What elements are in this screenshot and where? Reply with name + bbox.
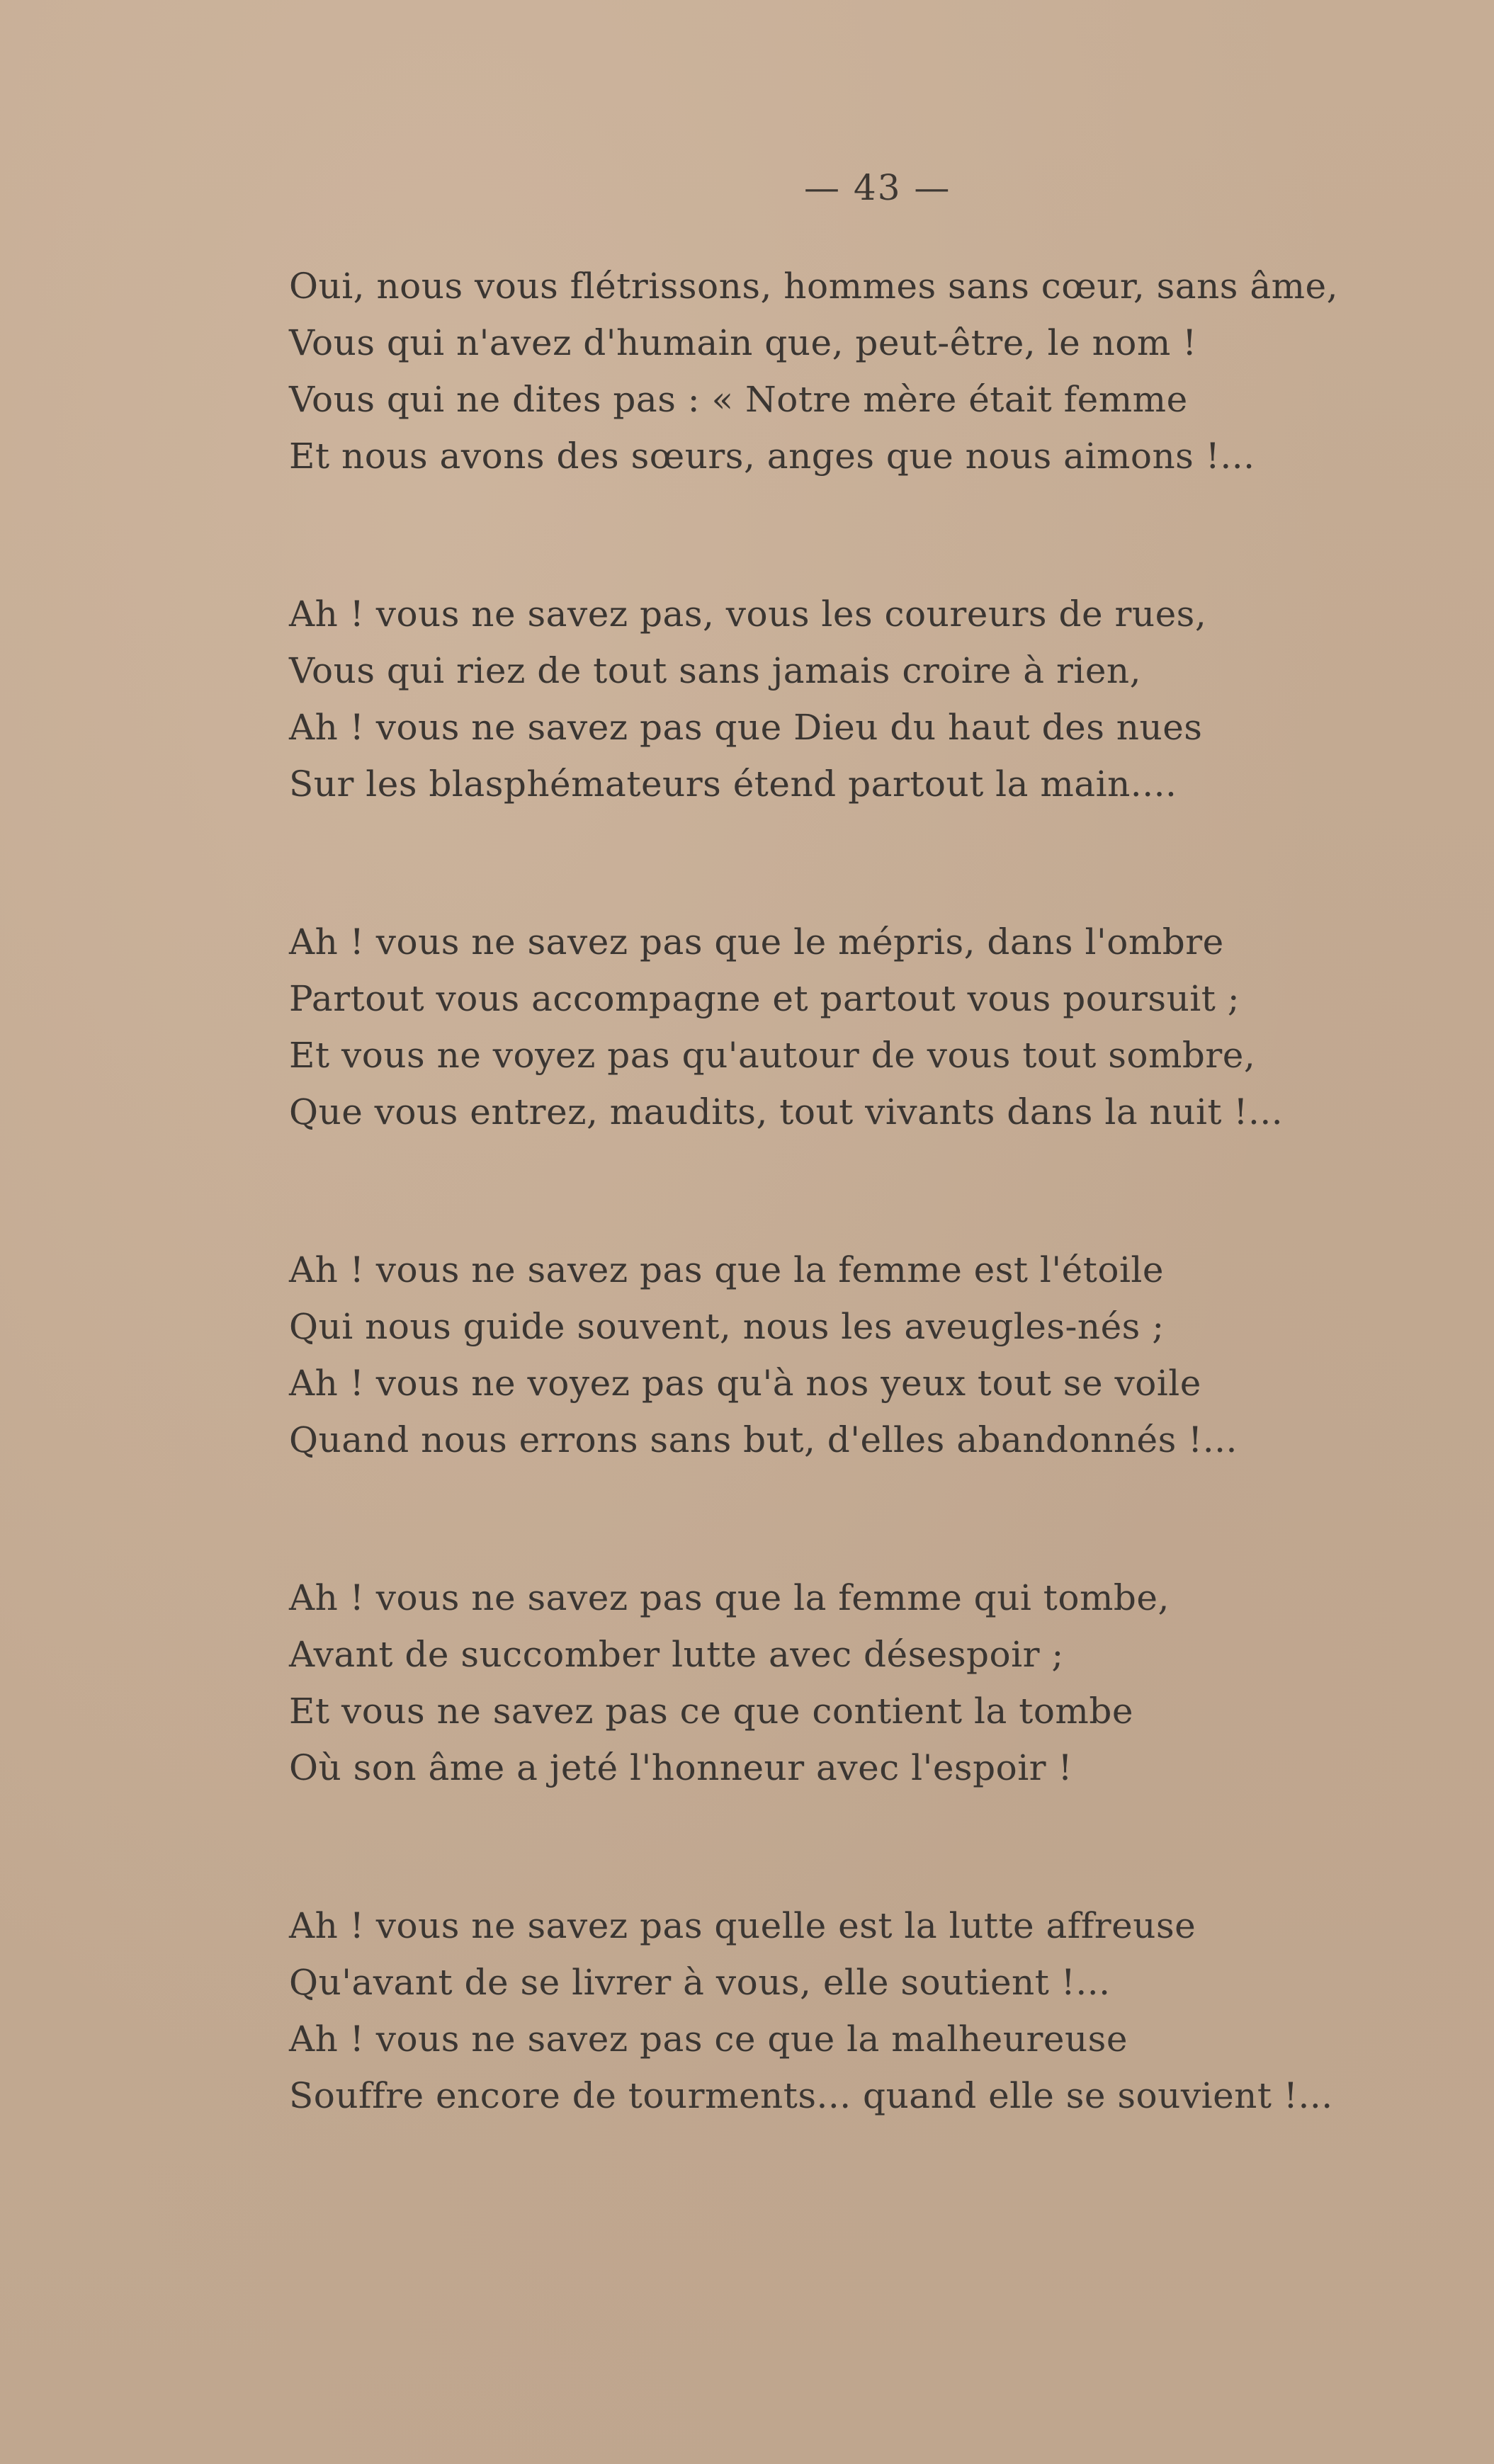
- verse-line: Avant de succomber lutte avec désespoir ;: [289, 1634, 1064, 1675]
- verse-line: Que vous entrez, maudits, tout vivants dans la nuit !...: [289, 1091, 1284, 1132]
- stanza-3: [289, 914, 1458, 1140]
- verse-line: Quand nous errons sans but, d'elles abandonnés !...: [289, 1419, 1238, 1460]
- stanza-6: [289, 1897, 1458, 2124]
- verse-line: Qu'avant de se livrer à vous, elle soutient !...: [289, 1962, 1111, 2003]
- verse-line: Partout vous accompagne et partout vous poursuit ;: [289, 978, 1240, 1019]
- verse-line: Ah ! vous ne savez pas que Dieu du haut des nues: [289, 707, 1203, 748]
- verse-line: Et nous avons des sœurs, anges que nous aimons !...: [289, 436, 1255, 477]
- verse-line: Ah ! vous ne savez pas quelle est la lutte affreuse: [289, 1905, 1196, 1946]
- stanza-4: [289, 1242, 1458, 1468]
- stanza-2: [289, 586, 1458, 812]
- verse-line: Vous qui n'avez d'humain que, peut-être, le nom !: [289, 322, 1197, 363]
- verse-line: Ah ! vous ne voyez pas qu'à nos yeux tout se voile: [289, 1363, 1201, 1404]
- page-number: — 43 —: [804, 167, 951, 208]
- verse-line: Ah ! vous ne savez pas ce que la malheureuse: [289, 2019, 1128, 2060]
- verse-line: Ah ! vous ne savez pas que le mépris, dans l'ombre: [289, 921, 1224, 963]
- verse-line: Et vous ne voyez pas qu'autour de vous tout sombre,: [289, 1035, 1256, 1076]
- verse-line: Qui nous guide souvent, nous les aveugles-nés ;: [289, 1306, 1165, 1347]
- verse-line: Sur les blasphémateurs étend partout la main....: [289, 763, 1177, 805]
- verse-line: Vous qui ne dites pas : « Notre mère était femme: [289, 379, 1188, 420]
- verse-line: Ah ! vous ne savez pas que la femme qui tombe,: [289, 1577, 1170, 1618]
- verse-line: Ah ! vous ne savez pas que la femme est l'étoile: [289, 1249, 1165, 1290]
- verse-line: Oui, nous vous flétrissons, hommes sans cœur, sans âme,: [289, 266, 1339, 307]
- verse-line: Et vous ne savez pas ce que contient la tombe: [289, 1691, 1133, 1732]
- verse-line: Où son âme a jeté l'honneur avec l'espoir !: [289, 1747, 1073, 1788]
- poem: [289, 258, 1458, 2124]
- stanza-1: [289, 258, 1458, 484]
- verse-line: Souffre encore de tourments... quand elle se souvient !...: [289, 2075, 1333, 2116]
- verse-line: Vous qui riez de tout sans jamais croire à rien,: [289, 650, 1142, 691]
- stanza-5: [289, 1569, 1458, 1796]
- verse-line: Ah ! vous ne savez pas, vous les coureurs de rues,: [289, 594, 1207, 635]
